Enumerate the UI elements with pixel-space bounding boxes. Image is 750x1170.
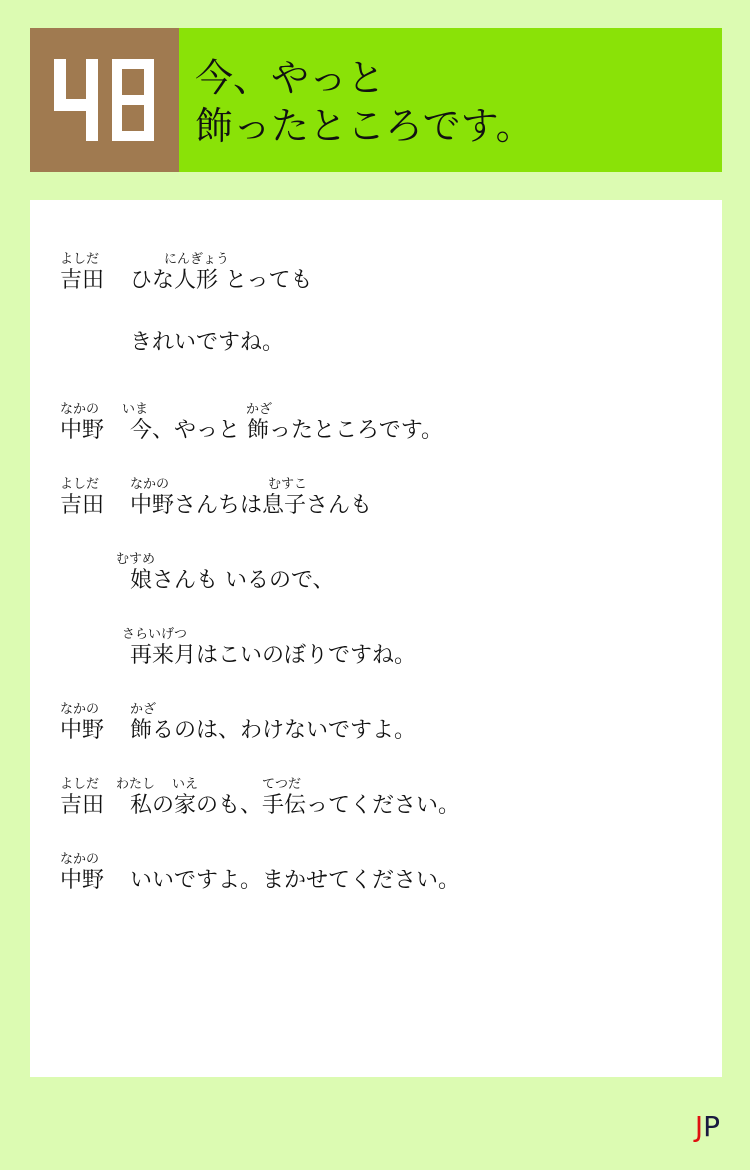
dialogue-text: 私の家のも、手伝ってください。 bbox=[130, 793, 461, 818]
speaker-ruby: なかの bbox=[60, 702, 100, 717]
speaker-ruby: よしだ bbox=[60, 252, 100, 267]
ruby-annotation: かざ bbox=[130, 702, 157, 717]
lesson-header bbox=[30, 28, 722, 172]
logo-letter-p: P bbox=[703, 1110, 720, 1143]
speaker-name: 吉田 bbox=[60, 793, 105, 818]
dialogue-line bbox=[60, 234, 700, 294]
speaker-ruby: なかの bbox=[60, 852, 100, 867]
dialogue-line bbox=[60, 759, 700, 819]
logo-letter-j: J bbox=[694, 1110, 704, 1143]
ruby-annotation: むすめ bbox=[116, 552, 156, 567]
speaker-ruby: よしだ bbox=[60, 477, 100, 492]
dialogue-text: ひな人形 とっても bbox=[130, 268, 313, 293]
dialogue-text: 今、やっと 飾ったところです。 bbox=[130, 418, 444, 443]
dialogue-text: 中野さんちは息子さんも bbox=[130, 493, 373, 518]
lesson-title-line1: 今、やっと bbox=[195, 56, 386, 100]
ruby-annotation: にんぎょう bbox=[164, 252, 230, 267]
speaker-ruby: なかの bbox=[60, 402, 100, 417]
ruby-annotation: さらいげつ bbox=[122, 627, 188, 642]
dialogue-line bbox=[60, 296, 700, 356]
ruby-annotation: なかの bbox=[130, 477, 170, 492]
dialogue-text: いいですよ。まかせてください。 bbox=[130, 868, 461, 893]
ruby-annotation: わたし bbox=[116, 777, 156, 792]
ruby-annotation: かざ bbox=[246, 402, 273, 417]
lesson-number bbox=[50, 55, 160, 145]
lesson-title-line2: 飾ったところです。 bbox=[195, 104, 534, 148]
speaker-name: 中野 bbox=[60, 418, 105, 443]
speaker-name: 吉田 bbox=[60, 268, 105, 293]
dialogue-card bbox=[30, 200, 722, 1077]
dialogue-line bbox=[60, 534, 700, 594]
speaker-name: 中野 bbox=[60, 718, 105, 743]
dialogue-text: 飾るのは、わけないですよ。 bbox=[130, 718, 417, 743]
dialogue-line bbox=[60, 834, 700, 894]
speaker-name: 吉田 bbox=[60, 493, 105, 518]
dialogue-text: 娘さんも いるので、 bbox=[130, 568, 335, 593]
dialogue-line bbox=[60, 459, 700, 519]
speaker-ruby: よしだ bbox=[60, 777, 100, 792]
dialogue-line bbox=[60, 609, 700, 669]
ruby-annotation: いえ bbox=[172, 777, 199, 792]
dialogue-line bbox=[60, 384, 700, 444]
lesson-number-badge bbox=[30, 28, 179, 172]
dialogue-line bbox=[60, 684, 700, 744]
ruby-annotation: てつだ bbox=[262, 777, 302, 792]
dialogue-text: 再来月はこいのぼりですね。 bbox=[130, 643, 417, 668]
lesson-title bbox=[179, 28, 722, 172]
speaker-name: 中野 bbox=[60, 868, 105, 893]
jp-logo bbox=[695, 1112, 720, 1142]
ruby-annotation: むすこ bbox=[268, 477, 308, 492]
dialogue-text: きれいですね。 bbox=[130, 330, 285, 355]
ruby-annotation: いま bbox=[122, 402, 149, 417]
